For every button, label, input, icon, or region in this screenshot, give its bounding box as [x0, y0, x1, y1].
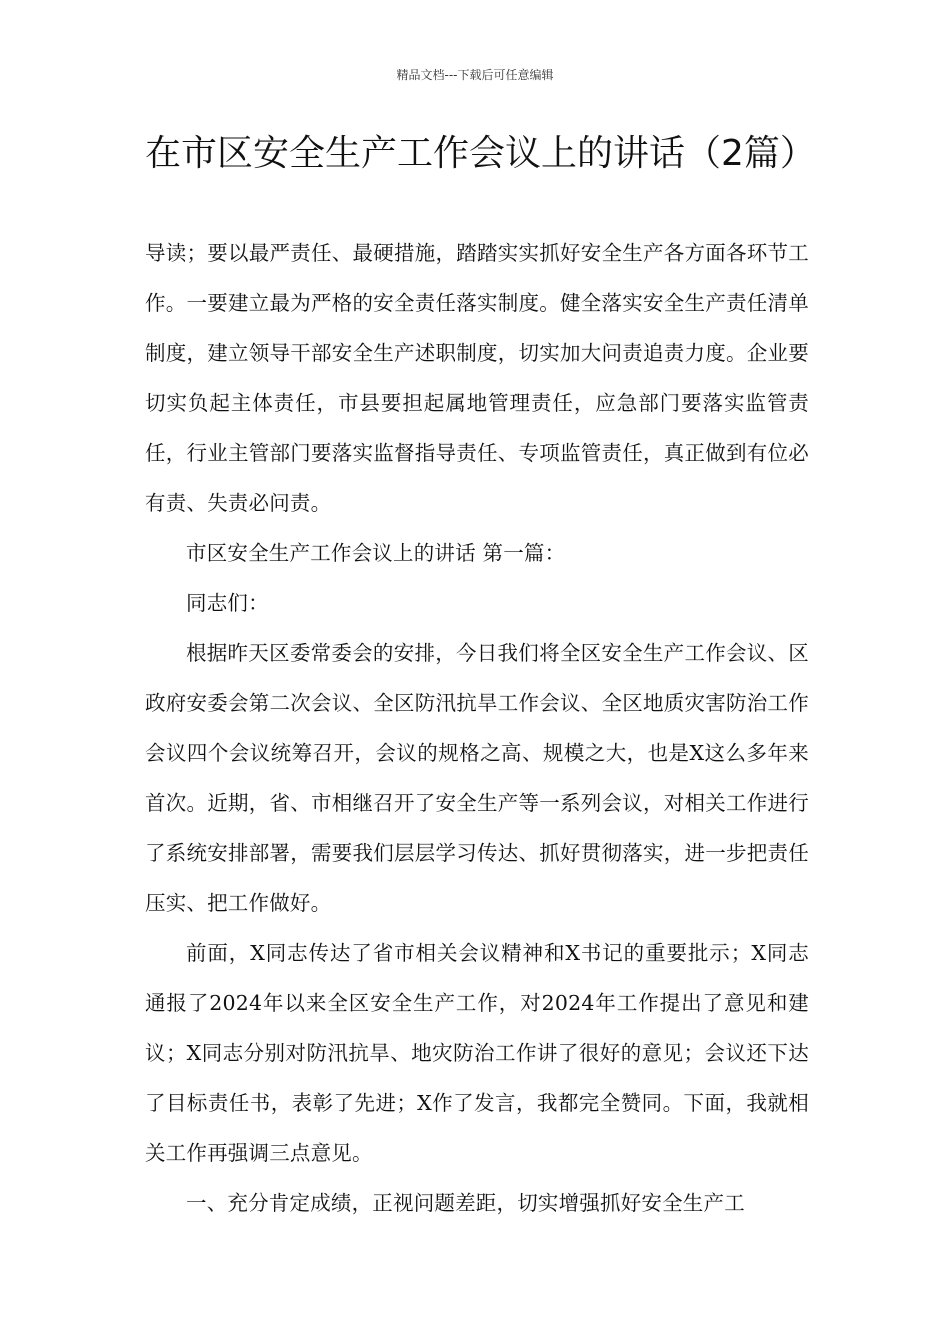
body-paragraph: 根据昨天区委常委会的安排，今日我们将全区安全生产工作会议、区政府安委会第二次会议、全区防汛抗旱工作会议、全区地质灾害防治工作会议四个会议统筹召开，会议的规格之高、规模之大，也是X这么多年来首次。近期，省、市相继召开了安全生产等一系列会议，对相关工作进行了系统安排部署，需要我们层层学习传达、抓好贯彻落实，进一步把责任压实、把工作做好。	[145, 641, 809, 915]
body-paragraph: 前面，X同志传达了省市相关会议精神和X书记的重要批示；X同志通报了2024年以来全区安全生产工作，对2024年工作提出了意见和建议；X同志分别对防汛抗旱、地灾防治工作讲了很好的意见；会议还下达了目标责任书，表彰了先进；X作了发言，我都完全赞同。下面，我就相关工作再强调三点意见。	[145, 941, 809, 1165]
document-title: 在市区安全生产工作会议上的讲话（2篇）	[145, 133, 816, 174]
header-note: 精品文档---下载后可任意编辑	[396, 68, 554, 82]
salutation: 同志们：	[186, 591, 269, 615]
lead-paragraph: 导读；要以最严责任、最硬措施，踏踏实实抓好安全生产各方面各环节工作。一要建立最为严格的安全责任落实制度。健全落实安全生产责任清单制度，建立领导干部安全生产述职制度，切实加大问责追责力度。企业要切实负起主体责任，市县要担起属地管理责任，应急部门要落实监管责任，行业主管部门要落实监督指导责任、专项监管责任，真正做到有位必有责、失责必问责。	[145, 241, 809, 515]
lead-section	[145, 228, 809, 528]
section-heading: 市区安全生产工作会议上的讲话 第一篇：	[186, 541, 566, 565]
body-paragraph: 一、充分肯定成绩，正视问题差距，切实增强抓好安全生产工	[186, 1191, 745, 1215]
speech-section	[145, 528, 809, 1228]
